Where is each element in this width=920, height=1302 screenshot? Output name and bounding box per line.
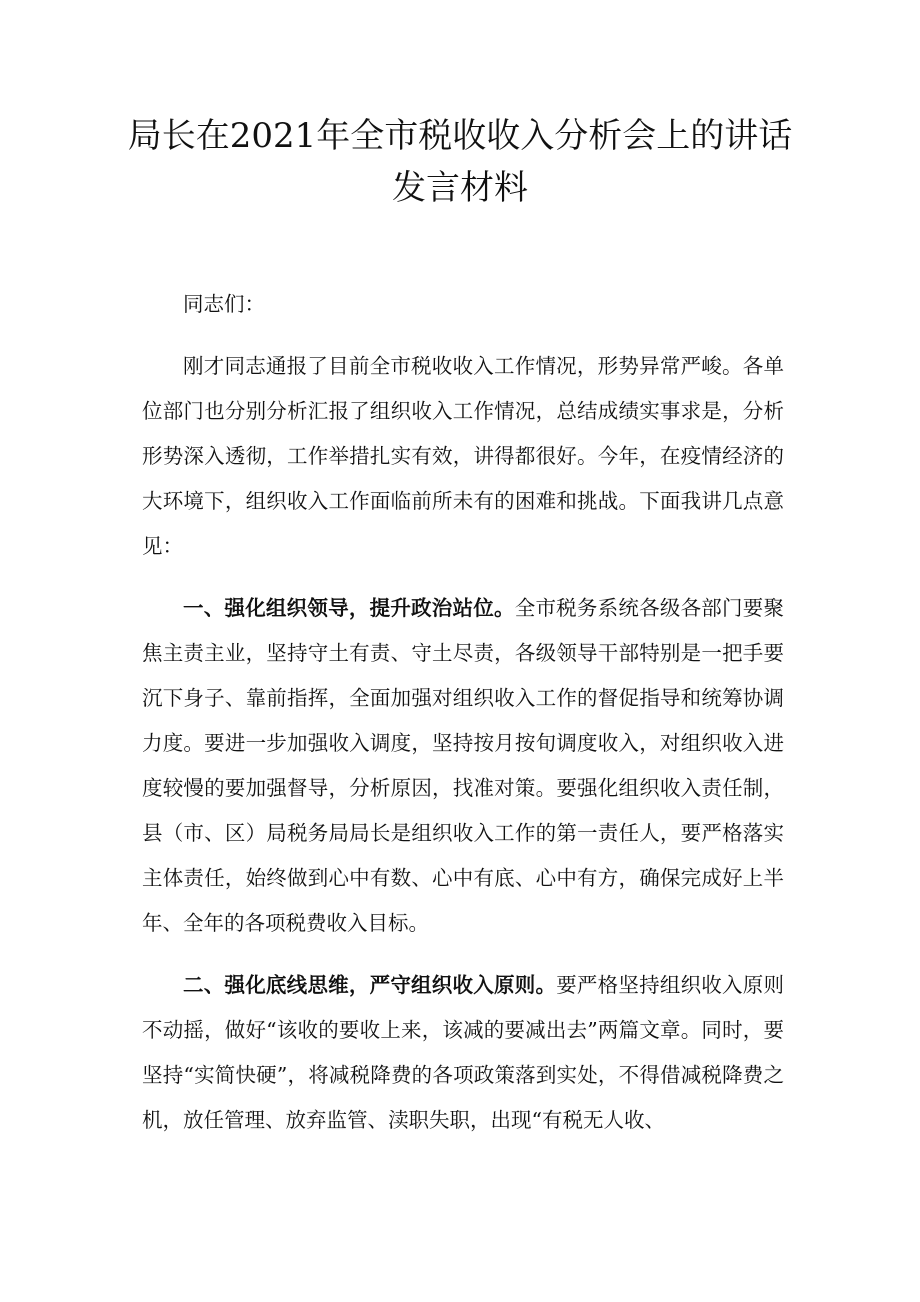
paragraph-intro-text: 刚才同志通报了目前全市税收收入工作情况，形势异常严峻。各单位部门也分别分析汇报了组织收入工作情况，总结成绩实事求是，分析形势深入透彻，工作举措扎实有效，讲得都很好。今年，在疫情经济的大环境下，组织收入工作面临前所未有的困难和挑战。下面我讲几点意见： [142,354,784,558]
section-1-text: 全市税务系统各级各部门要聚焦主责主业，坚持守土有责、守土尽责，各级领导干部特别是一把手要沉下身子、靠前指挥，全面加强对组织收入工作的督促指导和统筹协调力度。要进一步加强收入调度，坚持按月按旬调度收入，对组织收入进度较慢的要加强督导，分析原因，找准对策。要强化组织收入责任制，县（市、区）局税务局局长是组织收入工作的第一责任人，要严格落实主体责任，始终做到心中有数、心中有底、心中有方，确保完成好上半年、全年的各项税费收入目标。 [142,596,785,935]
paragraph-section-2 [142,963,784,1143]
section-2-heading: 二、强化底线思维，严守组织收入原则。 [183,973,557,997]
paragraph-intro [142,344,784,569]
document-title: 局长在2021年全市税收收入分析会上的讲话发言材料 [127,116,793,208]
document-body [142,282,784,1143]
paragraph-section-1 [142,586,784,946]
section-2-text: 要严格坚持组织收入原则不动摇，做好“该收的要收上来，该减的要减出去”两篇文章。同时，要坚持“实简快硬”，将减税降费的各项政策落到实处，不得借减税降费之机，放任管理、放弃监管、渎职失职，出现“有税无人收、 [142,973,785,1132]
salutation: 同志们： [183,292,265,316]
section-1-heading: 一、强化组织领导，提升政治站位。 [183,596,515,620]
